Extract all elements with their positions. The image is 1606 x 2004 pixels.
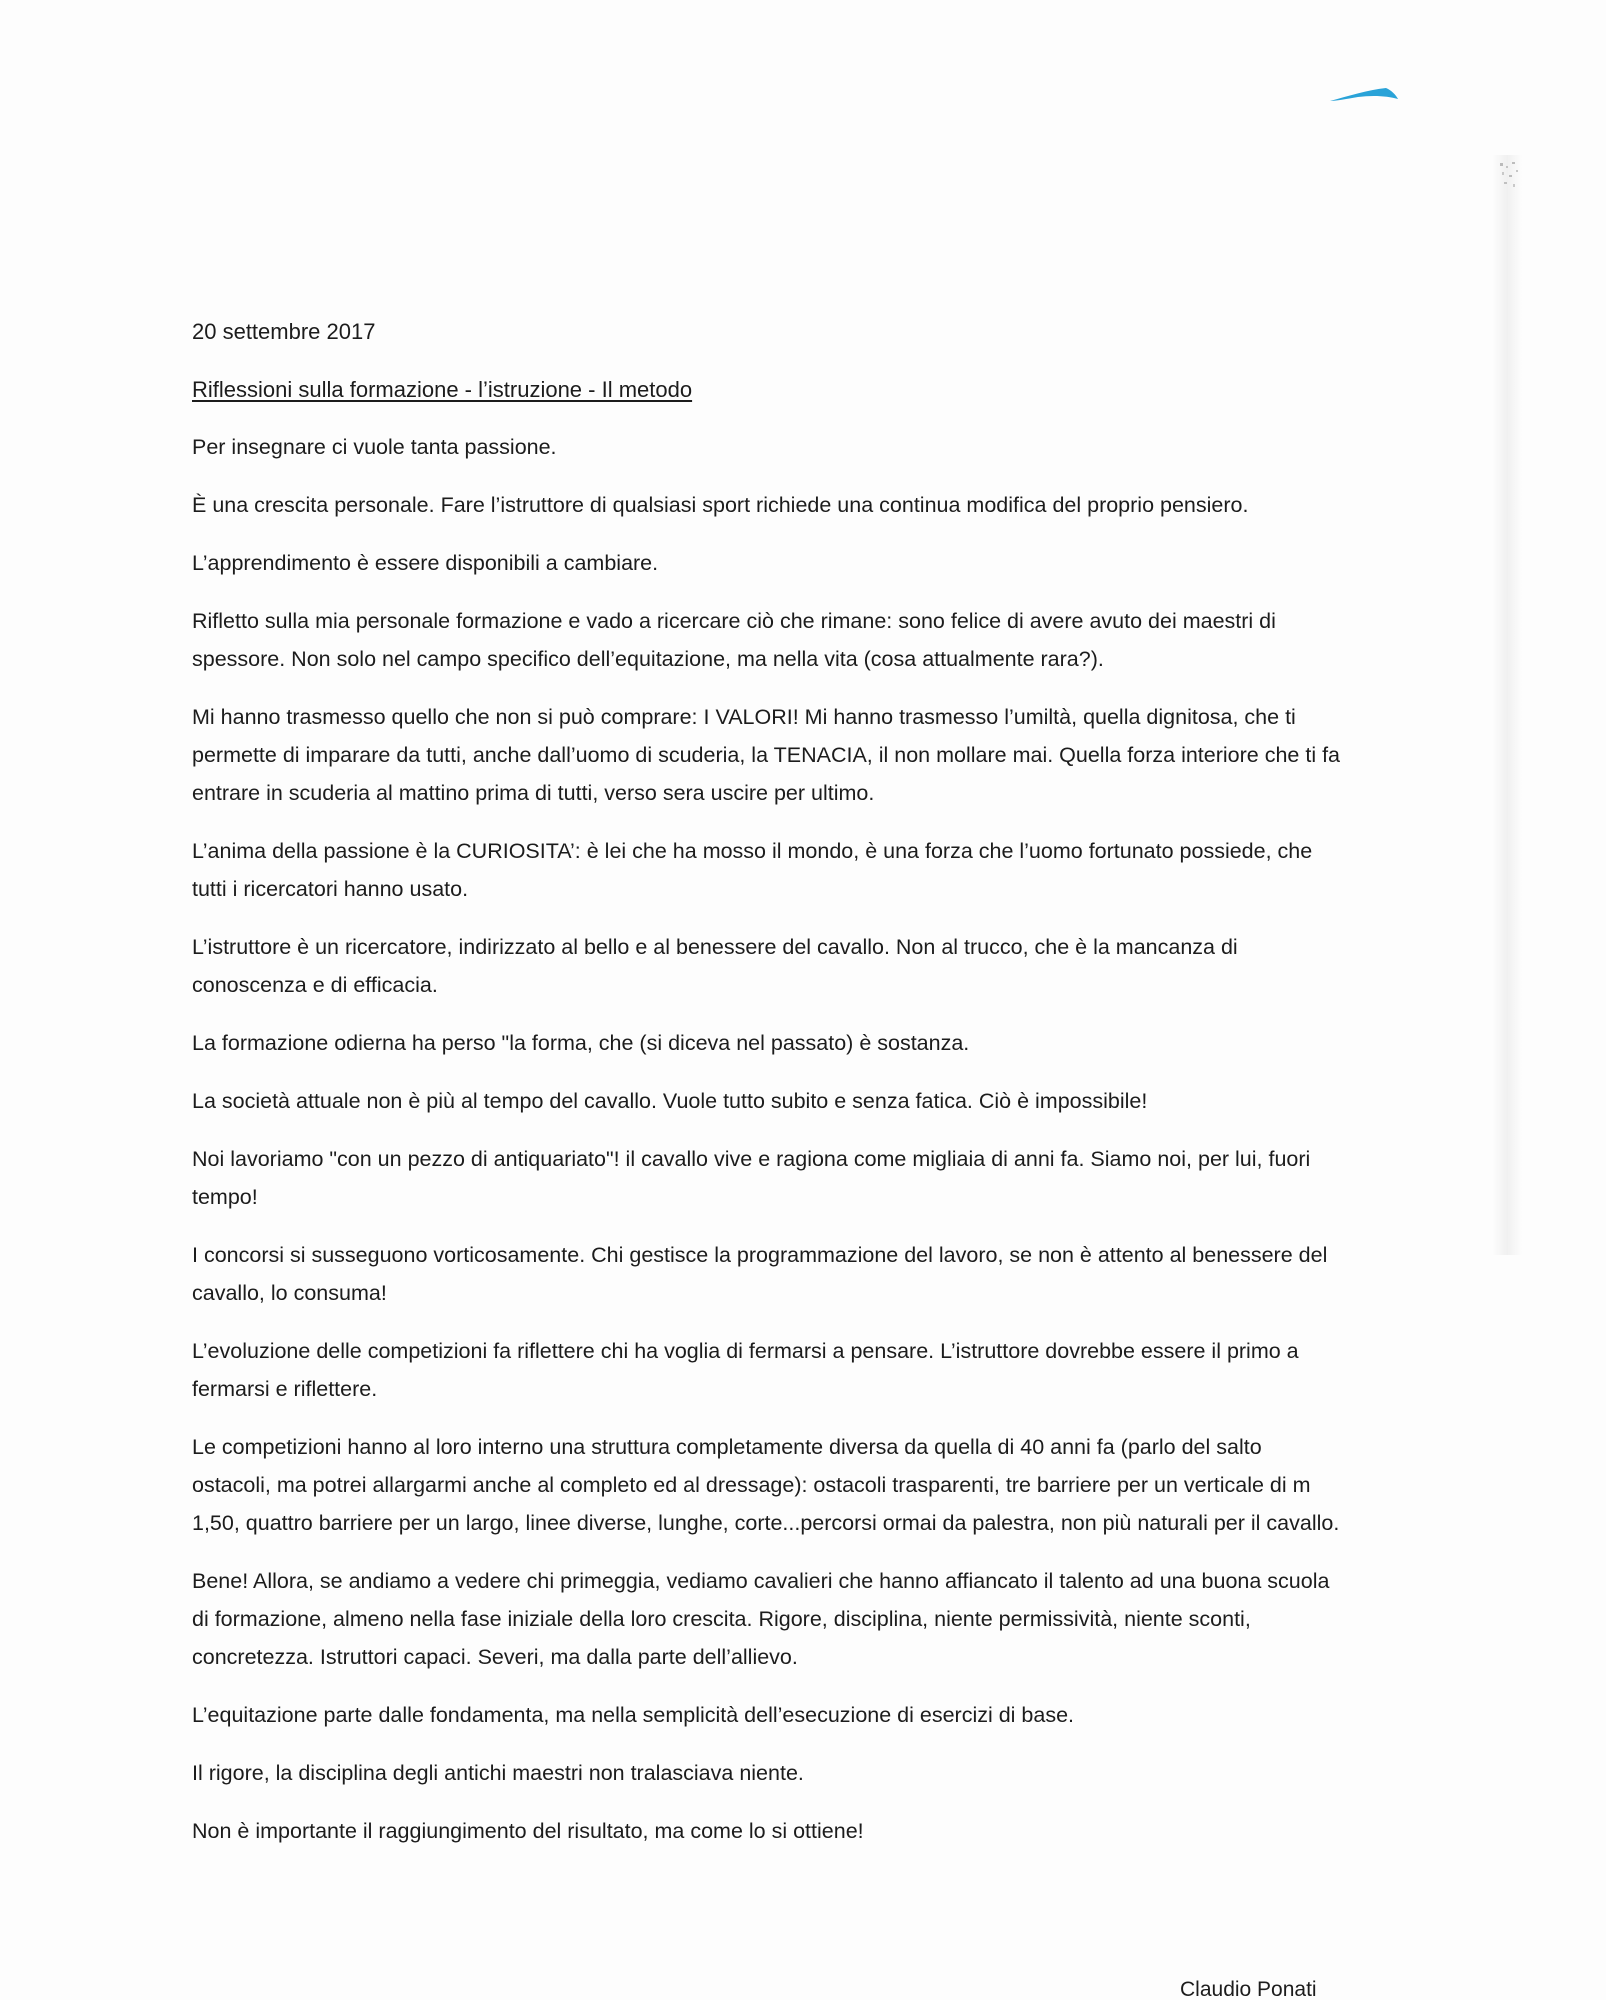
- paragraph: Per insegnare ci vuole tanta passione.: [192, 435, 557, 459]
- paragraph: Noi lavoriamo "con un pezzo di antiquariato"! il cavallo vive e ragiona come migliaia di anni fa. Siamo noi, per lui, fuori tempo!: [192, 1147, 1311, 1209]
- blue-pen-stroke-icon: [1328, 86, 1400, 106]
- paragraph: L’equitazione parte dalle fondamenta, ma nella semplicità dell’esecuzione di esercizi di base.: [192, 1703, 1075, 1727]
- paragraph: La società attuale non è più al tempo del cavallo. Vuole tutto subito e senza fatica. Ciò è impossibile!: [192, 1089, 1148, 1113]
- paragraph: L’anima della passione è la CURIOSITA’: è lei che ha mosso il mondo, è una forza che l’uomo fortunato possiede, che tutti i ricercatori hanno usato.: [192, 839, 1313, 901]
- letter-body: [192, 314, 1342, 1870]
- paragraph: La formazione odierna ha perso "la forma, che (si diceva nel passato) è sostanza.: [192, 1031, 970, 1055]
- page-fold-shadow: [1492, 155, 1522, 1255]
- paragraph: L’apprendimento è essere disponibili a cambiare.: [192, 551, 659, 575]
- letter-title: Riflessioni sulla formazione - l’istruzione - Il metodo: [192, 377, 693, 402]
- letter-date: 20 settembre 2017: [192, 319, 376, 344]
- paragraph: Le competizioni hanno al loro interno una struttura completamente diversa da quella di 40 anni fa (parlo del salto ostacoli, ma potrei allargarmi anche al completo ed al dressage): ostacoli trasparenti, tre barriere per un verticale di m 1,50, quattro barriere per un largo, linee diverse, lunghe, corte...percorsi ormai da palestra, non più naturali per il cavallo.: [192, 1435, 1340, 1535]
- paragraph: L’istruttore è un ricercatore, indirizzato al bello e al benessere del cavallo. Non al trucco, che è la mancanza di conoscenza e di efficacia.: [192, 935, 1238, 997]
- paragraph: Non è importante il raggiungimento del risultato, ma come lo si ottiene!: [192, 1819, 864, 1843]
- paragraph: Bene! Allora, se andiamo a vedere chi primeggia, vediamo cavalieri che hanno affiancato il talento ad una buona scuola di formazione, almeno nella fase iniziale della loro crescita. Rigore, disciplina, niente permissività, niente sconti, concretezza. Istruttori capaci. Severi, ma dalla parte dell’allievo.: [192, 1569, 1330, 1669]
- scan-specks-icon: [1498, 160, 1522, 190]
- paragraph: Mi hanno trasmesso quello che non si può comprare: I VALORI! Mi hanno trasmesso l’umiltà, quella dignitosa, che ti permette di imparare da tutti, anche dall’uomo di scuderia, la TENACIA, il non mollare mai. Quella forza interiore che ti fa entrare in scuderia al mattino prima di tutti, verso sera uscire per ultimo.: [192, 705, 1341, 805]
- paragraph: I concorsi si susseguono vorticosamente. Chi gestisce la programmazione del lavoro, se non è attento al benessere del cavallo, lo consuma!: [192, 1243, 1328, 1305]
- signature: Claudio Ponati: [1180, 1978, 1317, 2001]
- paragraph: L’evoluzione delle competizioni fa riflettere chi ha voglia di fermarsi a pensare. L’istruttore dovrebbe essere il primo a fermarsi e riflettere.: [192, 1339, 1299, 1401]
- paragraph: Il rigore, la disciplina degli antichi maestri non tralasciava niente.: [192, 1761, 804, 1785]
- paragraph: È una crescita personale. Fare l’istruttore di qualsiasi sport richiede una continua modifica del proprio pensiero.: [192, 493, 1249, 517]
- paragraph: Rifletto sulla mia personale formazione e vado a ricercare ciò che rimane: sono felice di avere avuto dei maestri di spessore. Non solo nel campo specifico dell’equitazione, ma nella vita (cosa attualmente rara?).: [192, 609, 1276, 671]
